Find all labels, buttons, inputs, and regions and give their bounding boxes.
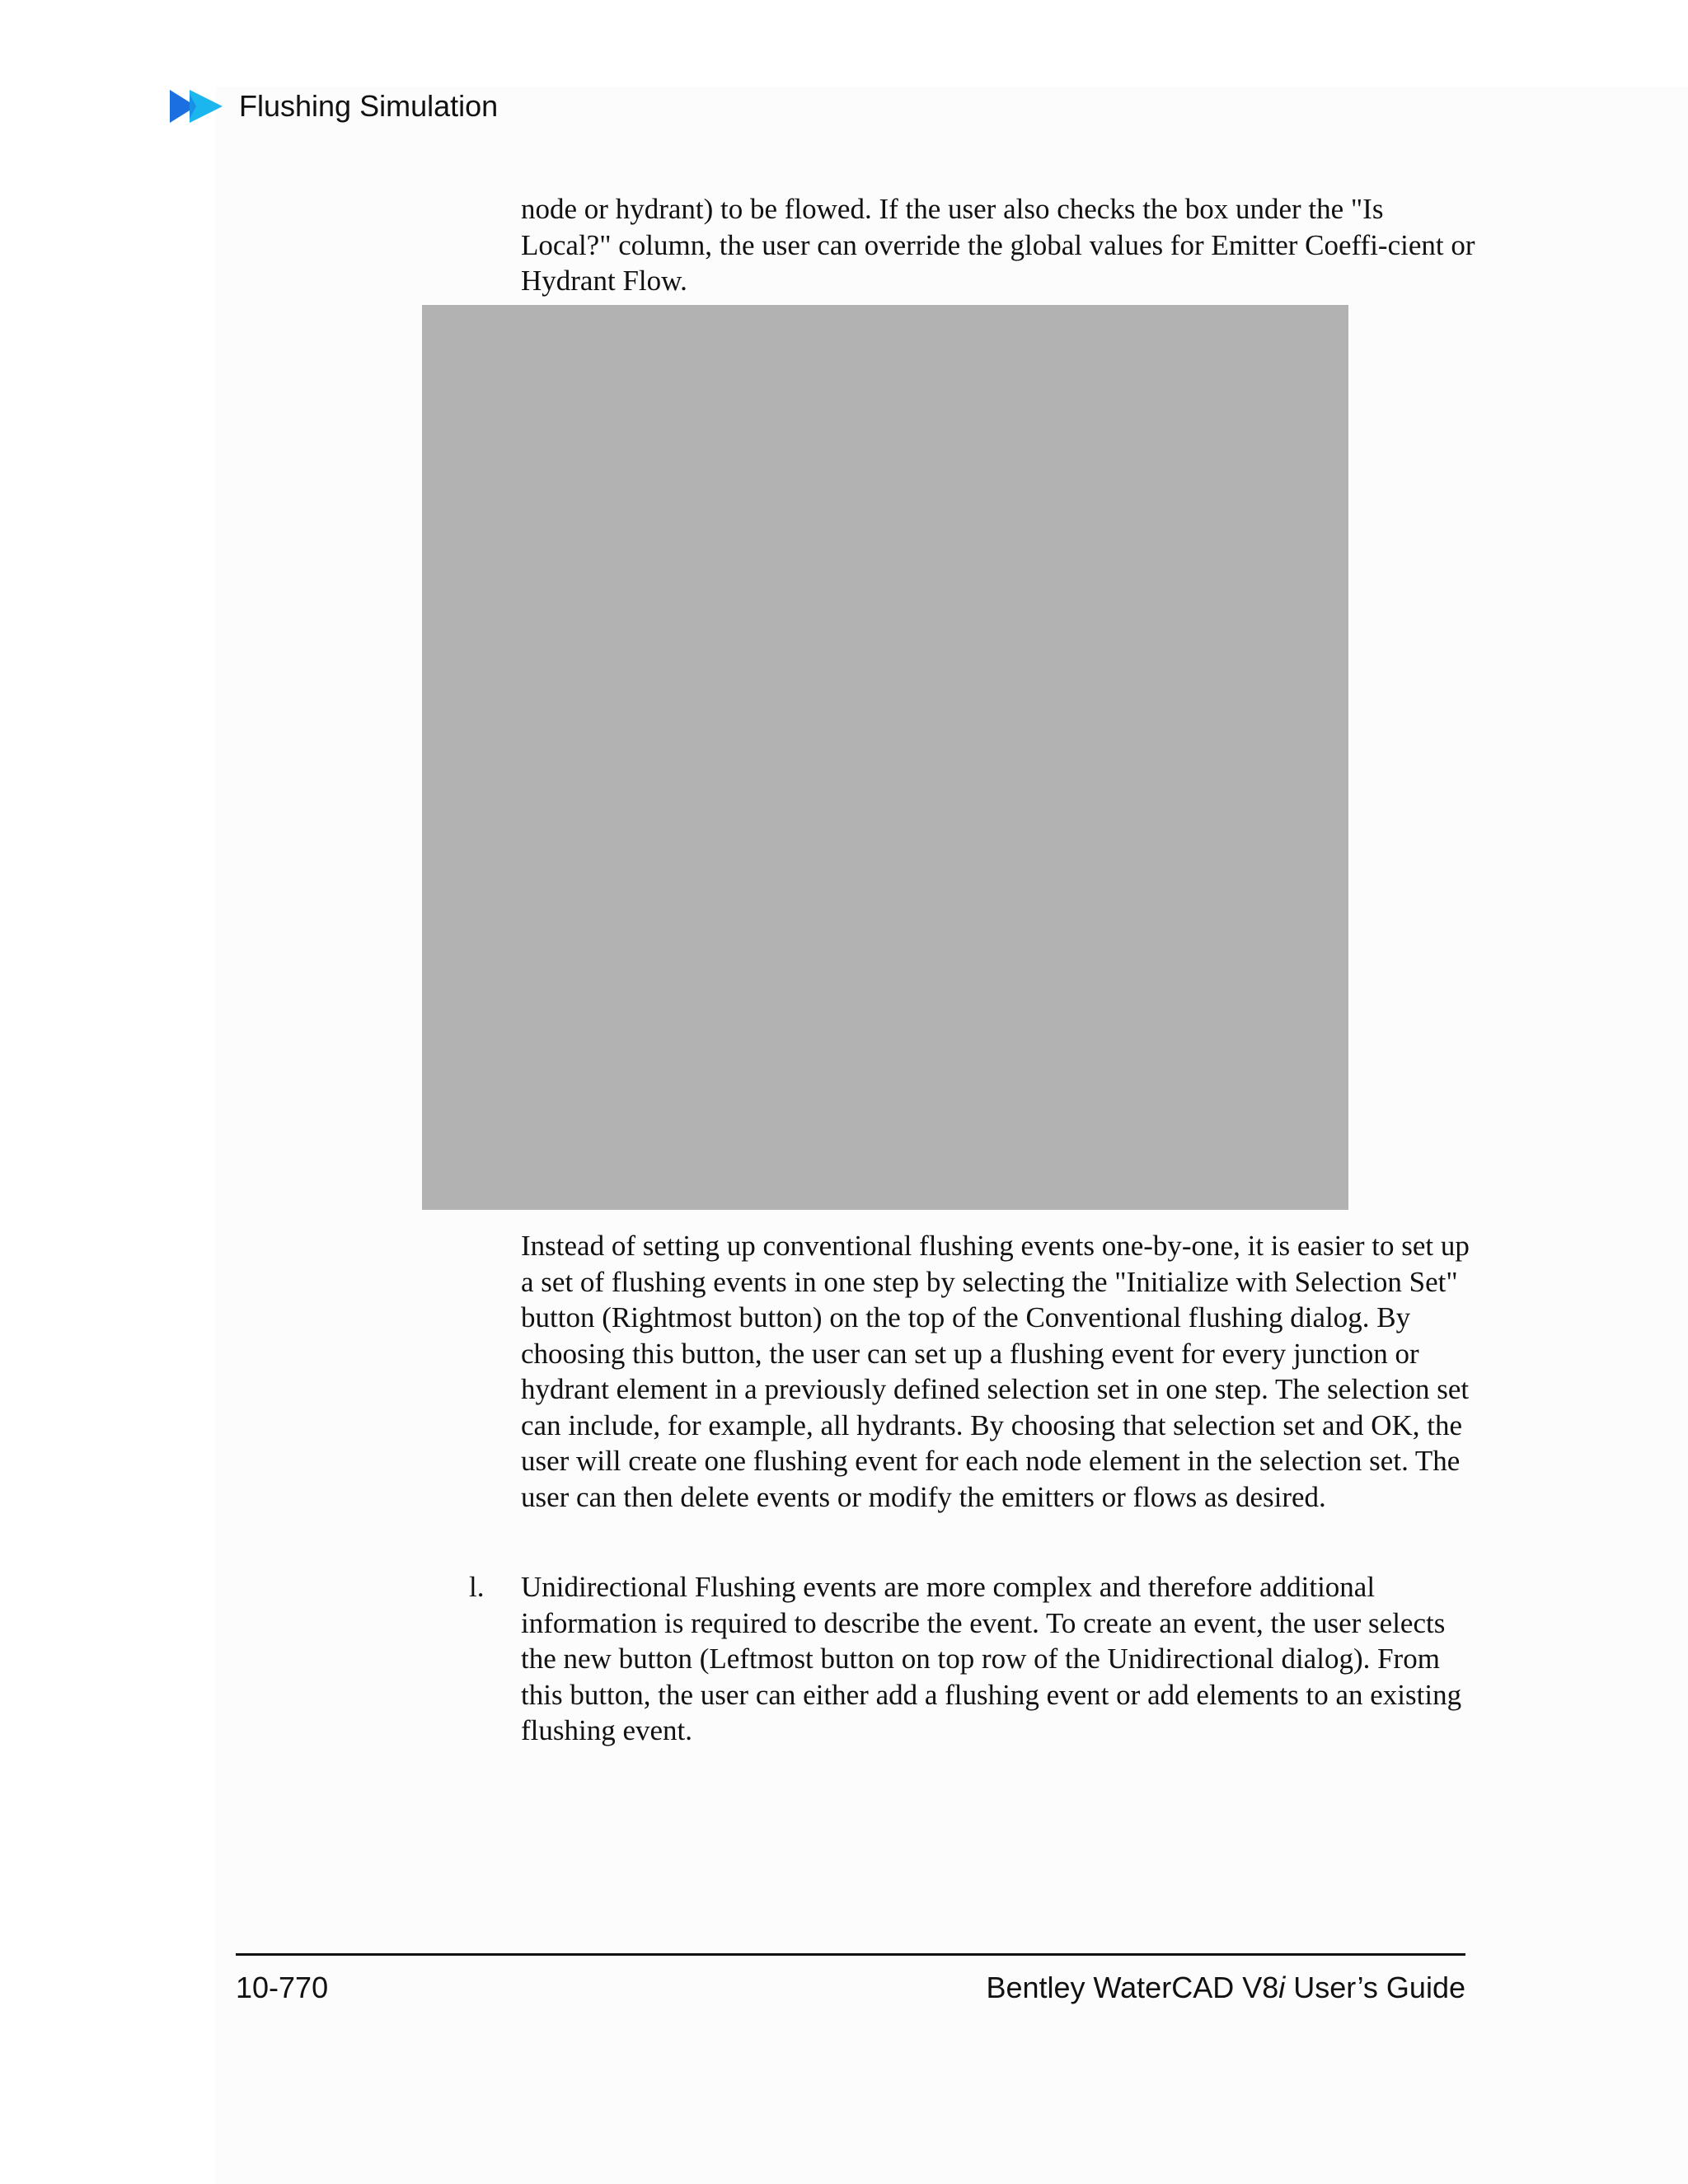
section-title: Flushing Simulation xyxy=(239,89,499,123)
double-chevron-logo-icon xyxy=(170,88,223,124)
guide-title xyxy=(986,1970,1465,2006)
paragraph-intro: node or hydrant) to be flowed. If the user also checks the box under the "Is Local?" column, the user can override the global values for Emitter Coeffi-cient or Hydrant Flow. xyxy=(521,193,1475,297)
page-header xyxy=(170,86,498,127)
guide-title-italic: i xyxy=(1278,1971,1286,2004)
list-marker: l. xyxy=(469,1571,485,1603)
list-item-unidirectional: Unidirectional Flushing events are more complex and therefore additional information is required to describe the event. To create an event, the user selects the new button (Leftmost button on top row of the Unidirectional dialog). From this button, the user can either add a flushing event or add elements to an existing flushing event. xyxy=(521,1571,1462,1746)
footer-divider xyxy=(236,1953,1465,1956)
guide-title-prefix: Bentley WaterCAD V8 xyxy=(986,1971,1279,2004)
figure-placeholder xyxy=(422,305,1348,1210)
guide-title-suffix: User’s Guide xyxy=(1285,1971,1465,2004)
page-number: 10-770 xyxy=(236,1971,329,2004)
paragraph-initialize-selection-set: Instead of setting up conventional flushing events one-by-one, it is easier to set up a set of flushing events in one step by selecting the "Initialize with Selection Set" button (Rightmost button) on the top of the Conventional flushing dialog. By choosing this button, the user can set up a flushing event for every junction or hydrant element in a previously defined selection set in one step. The selection set can include, for example, all hydrants. By choosing that selection set and OK, the user will create one flushing event for each node element in the selection set. The user can then delete events or modify the emitters or flows as desired. xyxy=(521,1230,1470,1513)
